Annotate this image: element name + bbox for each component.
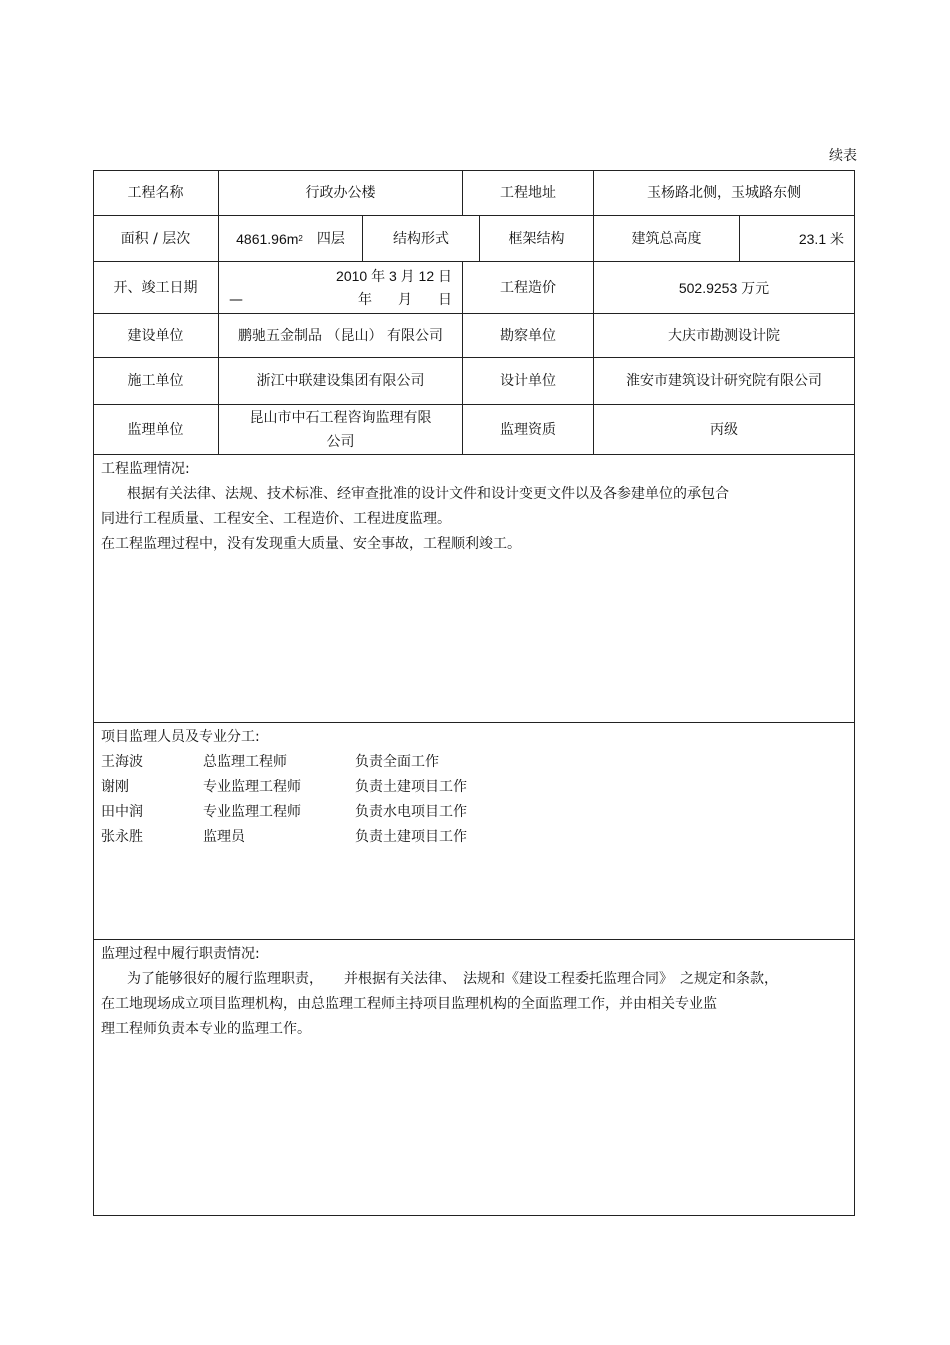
staff-row bbox=[101, 800, 847, 825]
staff-duty: 负责土建项目工作 bbox=[355, 779, 467, 795]
continued-label: 续表 bbox=[829, 148, 857, 164]
supervision-report-table bbox=[93, 170, 855, 1216]
qualification-value: 丙级 bbox=[594, 405, 855, 455]
end-day-label: 日 bbox=[438, 291, 452, 308]
dates-value-cell bbox=[219, 262, 463, 314]
qualification-label: 监理资质 bbox=[463, 405, 594, 455]
staff-role: 总监理工程师 bbox=[203, 754, 287, 770]
duties-heading: 监理过程中履行职责情况: bbox=[101, 946, 260, 962]
floors-value: 四层 bbox=[316, 230, 345, 247]
staff-name: 谢刚 bbox=[101, 779, 129, 795]
design-value: 淮安市建筑设计研究院有限公司 bbox=[594, 358, 855, 405]
duties-line: 为了能够很好的履行监理职责， 并根据有关法律、 法规和《建设工程委托监理合同》 之规定和条款， bbox=[127, 971, 778, 987]
area-label: 面积 / 层次 bbox=[93, 216, 219, 262]
staff-name: 张永胜 bbox=[101, 829, 143, 845]
construction-label: 施工单位 bbox=[93, 358, 219, 405]
staff-section bbox=[93, 723, 855, 940]
staff-name: 王海波 bbox=[101, 754, 143, 770]
project-name-value: 行政办公楼 bbox=[219, 170, 463, 216]
staff-row bbox=[101, 825, 847, 850]
area-floors-cell: 4861.96m 2 四层 bbox=[219, 216, 363, 262]
structure-value: 框架结构 bbox=[480, 216, 594, 262]
staff-heading: 项目监理人员及专业分工: bbox=[101, 729, 260, 745]
builder-label: 建设单位 bbox=[93, 314, 219, 358]
construction-value: 浙江中联建设集团有限公司 bbox=[219, 358, 463, 405]
supervision-status-line: 根据有关法律、法规、技术标准、经审查批准的设计文件和设计变更文件以及各参建单位的承包合 bbox=[127, 486, 729, 502]
project-address-label: 工程地址 bbox=[463, 170, 594, 216]
area-value: 4861.96m bbox=[236, 230, 299, 247]
end-month-label: 月 bbox=[398, 291, 412, 308]
duties-line: 理工程师负责本专业的监理工作。 bbox=[101, 1021, 311, 1037]
supervision-status-line: 在工程监理过程中，没有发现重大质量、安全事故，工程顺利竣工。 bbox=[101, 536, 521, 552]
builder-value: 鹏驰五金制品 （昆山） 有限公司 bbox=[219, 314, 463, 358]
height-value: 23.1 米 bbox=[740, 216, 855, 262]
staff-role: 专业监理工程师 bbox=[203, 804, 301, 820]
start-date: 2010 年 3 月 12 日 bbox=[336, 267, 452, 284]
supervision-status-section bbox=[93, 455, 855, 723]
project-name-label: 工程名称 bbox=[93, 170, 219, 216]
duties-section bbox=[93, 940, 855, 1216]
project-address-value: 玉杨路北侧，玉城路东侧 bbox=[594, 170, 855, 216]
staff-role: 专业监理工程师 bbox=[203, 779, 301, 795]
staff-role: 监理员 bbox=[203, 829, 245, 845]
staff-duty: 负责全面工作 bbox=[355, 754, 439, 770]
supervision-status-heading: 工程监理情况: bbox=[101, 461, 190, 477]
supervision-label: 监理单位 bbox=[93, 405, 219, 455]
staff-row bbox=[101, 775, 847, 800]
staff-name: 田中润 bbox=[101, 804, 143, 820]
duties-line: 在工地现场成立项目监理机构，由总监理工程师主持项目监理机构的全面监理工作，并由相关专业监 bbox=[101, 996, 717, 1012]
survey-label: 勘察单位 bbox=[463, 314, 594, 358]
dates-label: 开、竣工日期 bbox=[93, 262, 219, 314]
supervision-status-line: 同进行工程质量、工程安全、工程造价、工程进度监理。 bbox=[101, 511, 451, 527]
date-dash: — bbox=[229, 291, 243, 308]
staff-duty: 负责土建项目工作 bbox=[355, 829, 467, 845]
cost-label: 工程造价 bbox=[463, 262, 594, 314]
staff-duty: 负责水电项目工作 bbox=[355, 804, 467, 820]
end-year-label: 年 bbox=[358, 291, 372, 308]
survey-value: 大庆市勘测设计院 bbox=[594, 314, 855, 358]
supervision-value: 昆山市中石工程咨询监理有限公司 bbox=[219, 405, 463, 455]
structure-label: 结构形式 bbox=[363, 216, 480, 262]
height-label: 建筑总高度 bbox=[594, 216, 740, 262]
cost-value: 502.9253 万元 bbox=[594, 262, 855, 314]
staff-row bbox=[101, 750, 847, 775]
design-label: 设计单位 bbox=[463, 358, 594, 405]
